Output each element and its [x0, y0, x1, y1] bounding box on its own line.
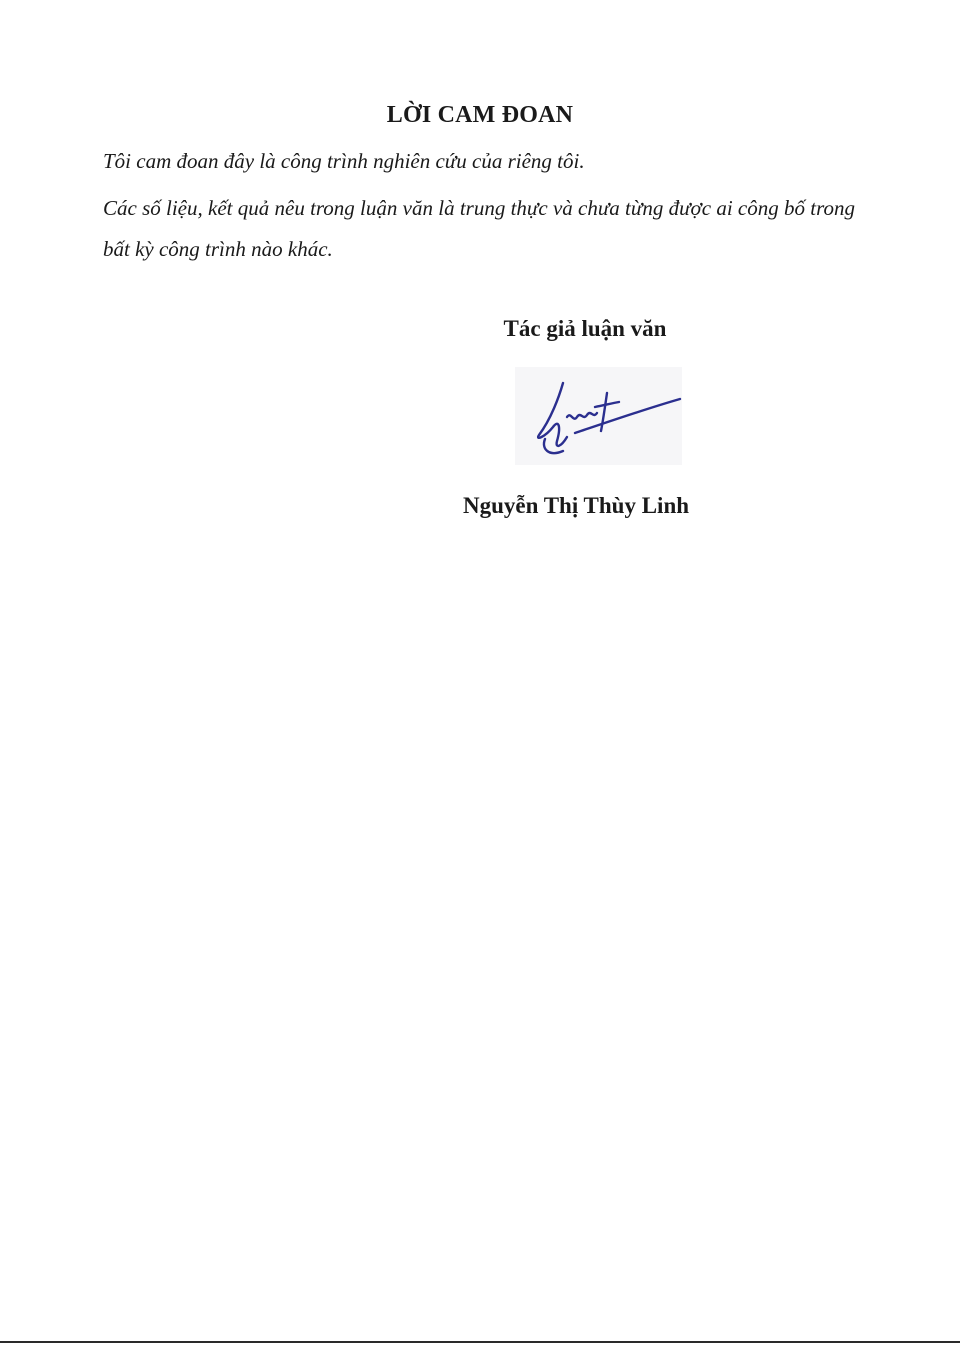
author-name: Nguyễn Thị Thùy Linh	[462, 493, 690, 518]
signature-icon	[515, 367, 682, 465]
author-role-label: Tác giả luận văn	[503, 316, 667, 341]
declaration-paragraph-2: Các số liệu, kết quả nêu trong luận văn là trung thực và chưa từng được ai công bố trong bất kỳ công trình nào khác.	[103, 196, 855, 261]
handwritten-signature	[515, 367, 682, 465]
page-title: LỜI CAM ĐOAN	[386, 102, 574, 128]
declaration-paragraph-1: Tôi cam đoan đây là công trình nghiên cứu của riêng tôi.	[103, 149, 585, 173]
page-bottom-divider	[0, 1341, 960, 1343]
